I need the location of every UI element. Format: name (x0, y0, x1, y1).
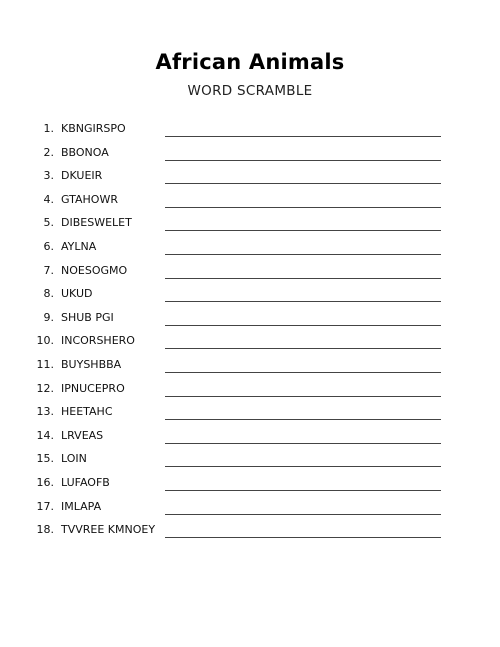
page-subtitle: WORD SCRAMBLE (187, 83, 313, 99)
list-item (0, 330, 500, 354)
answer-line (165, 301, 441, 302)
scrambled-word: IMLAPA (61, 499, 102, 513)
list-item (0, 448, 500, 472)
scrambled-word: UKUD (61, 287, 93, 301)
page-title: African Animals (155, 50, 345, 74)
item-number: 14. (36, 428, 54, 442)
answer-line (165, 396, 441, 397)
item-number: 1. (43, 122, 54, 135)
word-scramble-list (0, 118, 500, 543)
list-item (0, 472, 500, 496)
list-item (0, 425, 500, 449)
scrambled-word: LRVEAS (61, 428, 104, 442)
answer-line (165, 490, 441, 491)
answer-line (165, 514, 441, 515)
list-item (0, 354, 500, 378)
scrambled-word: BUYSHBBA (61, 357, 122, 371)
item-number: 18. (36, 523, 54, 537)
list-item (0, 496, 500, 520)
list-item (0, 378, 500, 402)
scrambled-word: AYLNA (61, 239, 97, 253)
scrambled-word: HEETAHC (61, 405, 113, 419)
list-item (0, 118, 500, 142)
scrambled-word: IPNUCEPRO (61, 381, 125, 395)
answer-line (165, 254, 441, 255)
list-item (0, 189, 500, 213)
list-item (0, 307, 500, 331)
scrambled-word: LUFAOFB (61, 475, 110, 489)
answer-line (165, 372, 441, 373)
answer-line (165, 207, 441, 208)
item-number: 2. (43, 145, 54, 159)
item-number: 8. (43, 287, 54, 301)
answer-line (165, 160, 441, 161)
scrambled-word: NOESOGMO (61, 263, 128, 277)
scrambled-word: KBNGIRSPO (61, 122, 126, 135)
scrambled-word: INCORSHERO (61, 334, 135, 348)
item-number: 4. (43, 192, 54, 206)
scrambled-word: DIBESWELET (61, 216, 132, 230)
item-number: 9. (43, 310, 54, 324)
answer-line (165, 419, 441, 420)
item-number: 12. (36, 381, 54, 395)
list-item (0, 236, 500, 260)
scrambled-word: DKUEIR (61, 169, 103, 183)
list-item (0, 212, 500, 236)
answer-line (165, 348, 441, 349)
scrambled-word: BBONOA (61, 145, 109, 159)
answer-line (165, 537, 441, 538)
item-number: 13. (36, 405, 54, 419)
list-item (0, 142, 500, 166)
item-number: 17. (36, 499, 54, 513)
scrambled-word: LOIN (61, 452, 87, 466)
answer-line (165, 466, 441, 467)
list-item (0, 519, 500, 543)
scrambled-word: TVVREE KMNOEY (61, 523, 156, 537)
item-number: 16. (36, 475, 54, 489)
scrambled-word: SHUB PGI (61, 310, 114, 324)
item-number: 5. (43, 216, 54, 230)
item-number: 15. (36, 452, 54, 466)
item-number: 3. (43, 169, 54, 183)
item-number: 6. (43, 239, 54, 253)
list-item (0, 260, 500, 284)
answer-line (165, 230, 441, 231)
item-number: 10. (36, 334, 54, 348)
list-item (0, 283, 500, 307)
item-number: 7. (43, 263, 54, 277)
answer-line (165, 136, 441, 137)
answer-line (165, 183, 441, 184)
item-number: 11. (36, 357, 54, 371)
scrambled-word: GTAHOWR (61, 192, 118, 206)
answer-line (165, 325, 441, 326)
answer-line (165, 278, 441, 279)
list-item (0, 165, 500, 189)
answer-line (165, 443, 441, 444)
list-item (0, 401, 500, 425)
